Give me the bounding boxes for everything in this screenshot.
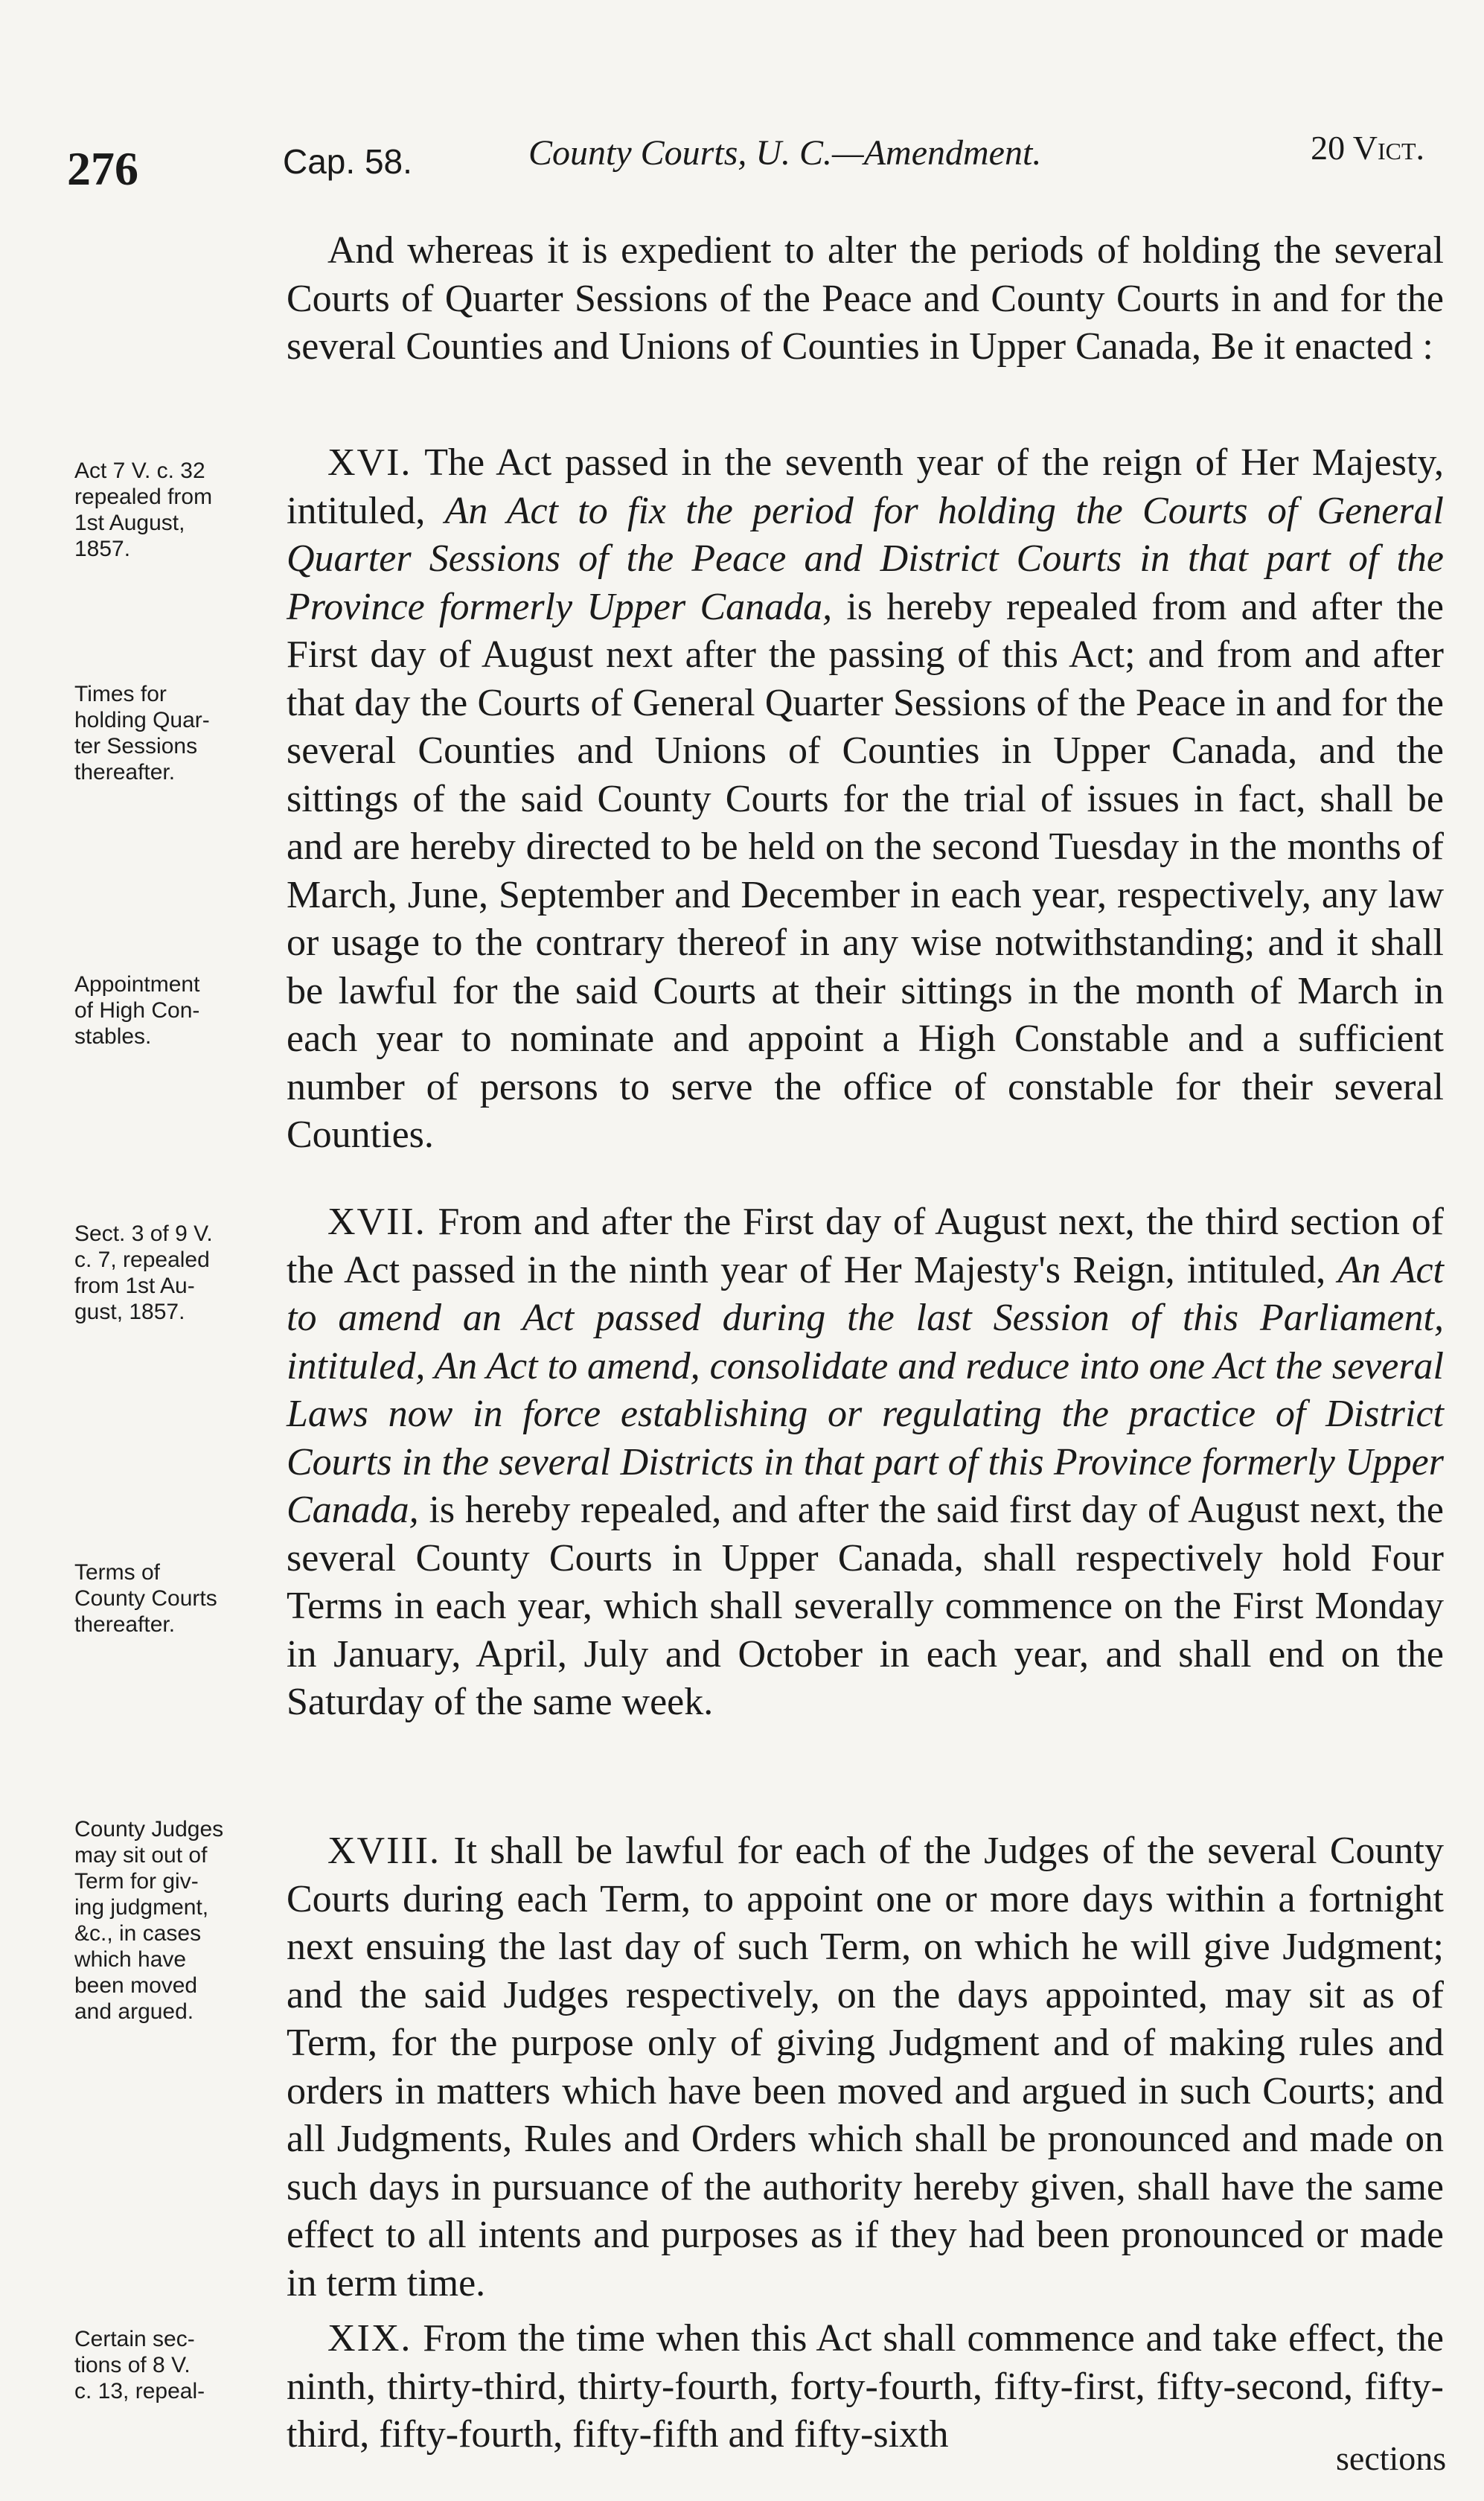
note-line: stables.: [74, 1024, 152, 1049]
note-line: Times for: [74, 682, 167, 706]
note-line: gust, 1857.: [74, 1300, 185, 1324]
section-number: XVI.: [327, 441, 412, 484]
note-line: Terms of: [74, 1560, 161, 1585]
marginal-note-high-constables: [74, 971, 290, 1050]
section-text: It shall be lawful for each of the Judges of the several County Courts during each Term, to appoint one or more days within a fortnight next ensuing the last day of such Term, on which he will give Judgment; and the said Judges respectively, on the days appointed, may sit as of Term, for the purpose only of giving Judgment and of making rules and orders in matters which have been moved and argued in such Courts; and all Judgments, Rules and Orders which shall be pronounced and made on such days in pursuance of the authority hereby given, shall have the same effect to all intents and purposes as if they had been pronounced or made in term time.: [287, 1830, 1445, 2304]
act-title: An Act to fix the period for holding the Courts of General Quarter Sessions of the Peace and District Courts in that part of the Province formerly Upper Canada,: [287, 489, 1444, 628]
act-title: An Act to amend an Act passed during the last Session of this Parliament, intituled, An Act to amend, consolidate and reduce into one Act the several Laws now in force establishing or regulating the practice of District Courts in the several Districts in that part of this Province formerly Upper Canada,: [287, 1248, 1444, 1531]
note-line: Appointment: [74, 972, 200, 997]
chapter-label: Cap. 58.: [283, 142, 412, 181]
preamble-block: [287, 227, 1444, 371]
note-line: from 1st Au-: [74, 1274, 195, 1298]
note-line: County Courts: [74, 1586, 217, 1611]
note-line: c. 13, repeal-: [74, 2379, 205, 2403]
note-line: ing judgment,: [74, 1895, 209, 1920]
marginal-note-repeal-7v-c32: [74, 458, 290, 562]
section-text: From the time when this Act shall commence and take effect, the ninth, thirty-third, thirty-fourth, forty-fourth, fifty-first, fifty-second, fifty-third, fifty-fourth, fifty-fifth and fifty-sixth: [287, 2317, 1444, 2456]
marginal-note-county-court-terms: [74, 1559, 290, 1638]
note-line: ter Sessions: [74, 734, 198, 758]
note-line: of High Con-: [74, 998, 200, 1023]
marginal-note-repeal-9v-c7: [74, 1221, 290, 1325]
note-line: thereafter.: [74, 1612, 176, 1637]
note-line: and argued.: [74, 1999, 194, 2024]
section-number: XVIII.: [327, 1830, 441, 1872]
marginal-note-quarter-sessions: [74, 681, 290, 785]
note-line: which have: [74, 1947, 187, 1972]
marginal-note-repeal-8v-c13: [74, 2326, 290, 2404]
section-xvii: [287, 1198, 1444, 1727]
page-header: [67, 112, 1424, 201]
regnal-year: 20 Vict.: [1311, 129, 1424, 167]
note-line: tions of 8 V.: [74, 2353, 191, 2377]
note-line: been moved: [74, 1973, 198, 1998]
note-line: Act 7 V. c. 32: [74, 459, 205, 483]
section-text-before-title: The Act passed in the seventh year of the reign of Her Majesty, intituled,: [287, 441, 1445, 532]
section-xviii: [287, 1827, 1444, 2307]
note-line: holding Quar-: [74, 708, 210, 732]
note-line: Term for giv-: [74, 1869, 199, 1894]
section-xvi: [287, 439, 1444, 1160]
note-line: County Judges: [74, 1817, 224, 1842]
section-xix: [287, 2315, 1444, 2459]
note-line: &c., in cases: [74, 1921, 202, 1946]
note-line: 1857.: [74, 537, 131, 561]
note-line: Certain sec-: [74, 2327, 195, 2351]
section-xix-text: [287, 2315, 1444, 2459]
section-text-before-title: From and after the First day of August next, the third section of the Act passed in the ninth year of Her Majesty's Reign, intituled,: [287, 1201, 1444, 1291]
note-line: Sect. 3 of 9 V.: [74, 1221, 213, 1246]
marginal-note-judges-sit-out-of-term: [74, 1816, 290, 2025]
note-line: c. 7, repealed: [74, 1248, 210, 1272]
section-xviii-text: [287, 1827, 1444, 2307]
note-line: repealed from: [74, 485, 213, 509]
section-number: XIX.: [327, 2317, 412, 2360]
section-xvii-text: [287, 1198, 1444, 1727]
section-text-after-title: is hereby repealed, and after the said first day of August next, the several County Courts in Upper Canada, shall respectively hold Four Terms in each year, which shall severally commence on the First Monday in January, April, July and October in each year, and shall end on the Saturday of the same week.: [287, 1489, 1445, 1723]
page-number: 276: [67, 142, 138, 195]
catchword: sections: [1336, 2439, 1447, 2477]
note-line: 1st August,: [74, 511, 185, 535]
note-line: may sit out of: [74, 1843, 208, 1868]
note-line: thereafter.: [74, 760, 176, 785]
preamble-text: And whereas it is expedient to alter the periods of holding the several Courts of Quarter Sessions of the Peace and County Courts in and for the several Counties and Unions of Counties in Upper Canada, Be it enacted :: [287, 229, 1444, 368]
section-xvi-text: [287, 439, 1444, 1160]
running-title: County Courts, U. C.—Amendment.: [528, 133, 1042, 173]
section-text-after-title: is hereby repealed from and after the First day of August next after the passing of this Act; and from and after that day the Courts of General Quarter Sessions of the Peace in and for the several Counties and Unions of Counties in Upper Canada, and the sittings of the said County Courts for the trial of issues in fact, shall be and are hereby directed to be held on the second Tuesday in the months of March, June, September and December in each year, respectively, any law or usage to the contrary thereof in any wise notwithstanding; and it shall be lawful for the said Courts at their sittings in the month of March in each year to nominate and appoint a High Constable and a sufficient number of persons to serve the office of constable for their several Counties.: [287, 585, 1445, 1156]
section-number: XVII.: [327, 1201, 426, 1243]
